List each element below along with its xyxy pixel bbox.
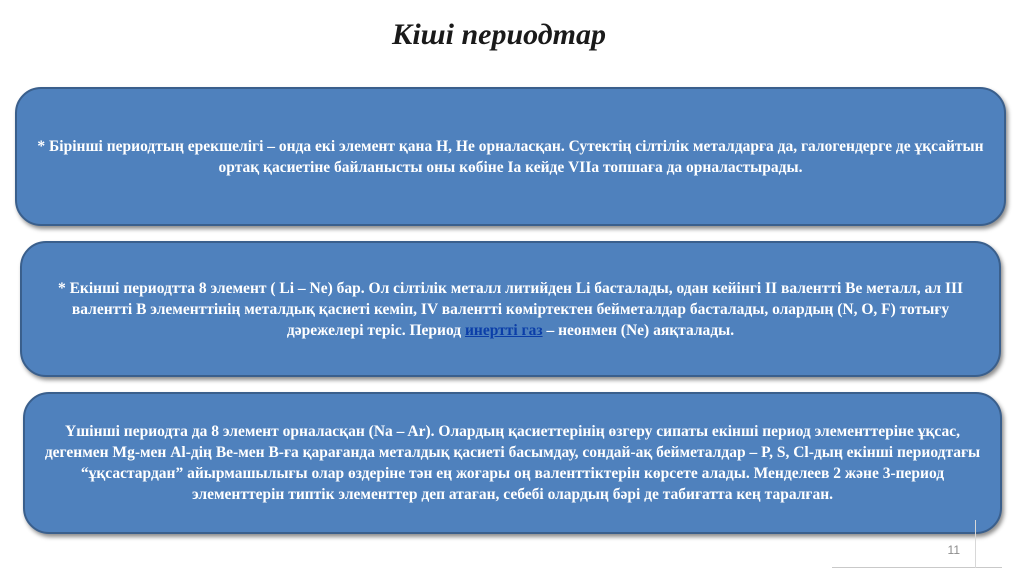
first-period-text: * Бірінші периодтың ерекшелігі – онда екі элемент қана H, He орналасқан. Сутектің сілтілік металдарға да, галогендерге де ұқсайтын ортақ қасиетіне байланысты оны көбіне Ia кейде VIIa топшаға да орналастырады. — [37, 137, 984, 176]
info-box-second-period — [20, 241, 1001, 377]
info-box-third-period — [23, 392, 1002, 534]
footer-divider — [832, 567, 1002, 568]
second-period-text-end: – неонмен (Ne) аяқталады. — [542, 321, 735, 339]
page-number: 11 — [947, 543, 960, 557]
third-period-text: Үшінші периодта да 8 элемент орналасқан (Na – Ar). Олардың қасиеттерінің өзгеру сипаты екінші период элементтеріне ұқсас, дегенмен Mg-мен Al-дің Be-мен B-ға қарағанда металдық қасиеті басымдау, сондай-ақ бейметалдар – P, S, Cl-дың екінші периодтағы “ұқсастардан” айырмашылығы олар өздеріне тән ең жоғары оң валенттіктерін көрсете алады. Менделеев 2 және 3-период элементтерін типтік элементтер деп атаған, себебі олардың бәрі де табиғатта кең таралған. — [44, 423, 981, 503]
inert-gas-link[interactable]: инертті газ — [464, 321, 543, 339]
footer-divider-vertical — [975, 520, 976, 568]
slide-title: Кіші периодтар — [391, 18, 606, 51]
second-period-text-start: * Екінші периодтта 8 элемент ( Li – Ne) бар. Ол сілтілік металл литийден Li басталады, одан кейінгі II валентті Be металл, ал III валентті B элементтінің металдық қасиеті кеміп, IV валентті көміртектен бейметалдар басталады, олардың (N, O, F) тотығу дәрежелері теріс. Период — [57, 279, 964, 339]
second-period-paragraph — [36, 278, 985, 341]
info-box-first-period — [15, 87, 1006, 226]
